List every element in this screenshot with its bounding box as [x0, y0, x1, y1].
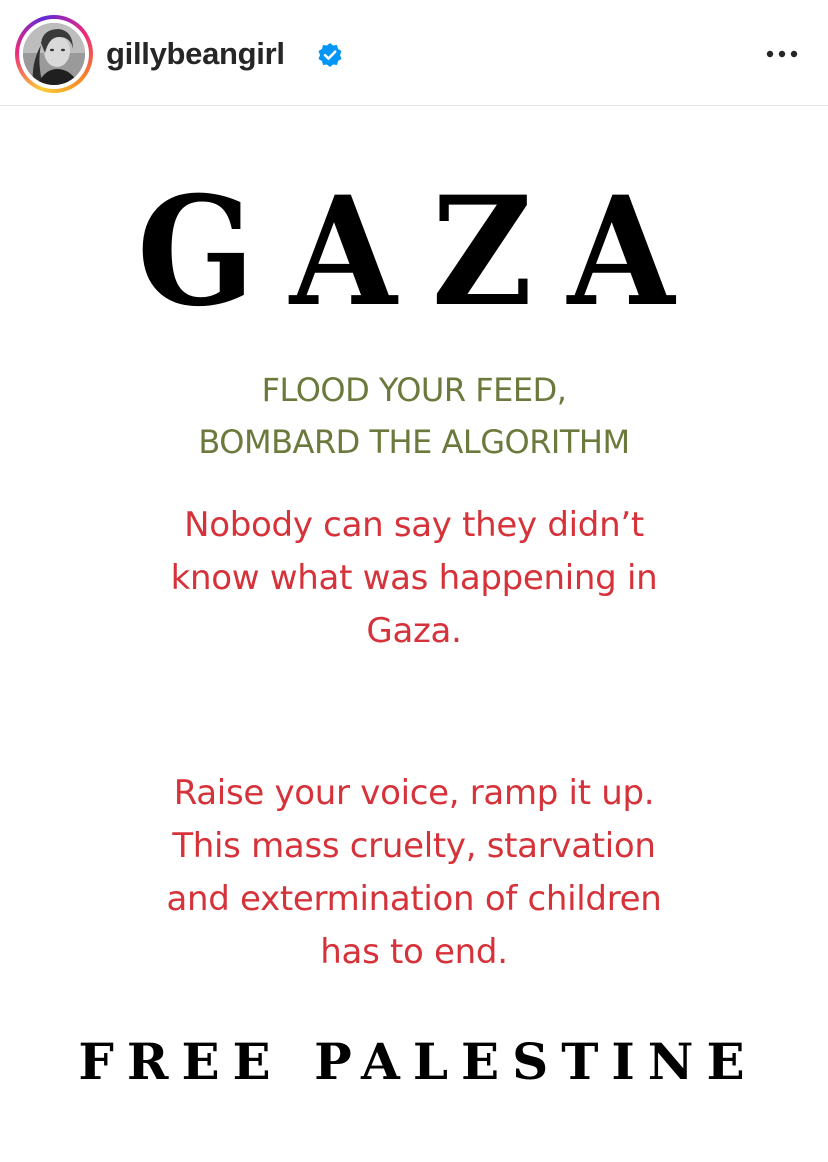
- avatar[interactable]: [23, 23, 85, 85]
- tagline-line-2: BOMBARD THE ALGORITHM: [198, 423, 630, 461]
- post-header: [0, 0, 828, 106]
- story-ring[interactable]: [15, 15, 93, 93]
- message-line: Nobody can say they didn’t: [184, 505, 644, 545]
- message-line: has to end.: [320, 932, 508, 972]
- username-link[interactable]: gillybeangirl: [106, 36, 285, 71]
- message-line: and extermination of children: [166, 879, 662, 919]
- more-options-icon[interactable]: [760, 36, 804, 72]
- verified-badge-icon: [317, 42, 343, 68]
- headline: GAZA: [136, 164, 710, 340]
- message-line: Raise your voice, ramp it up.: [173, 773, 655, 813]
- message-line: know what was happening in: [170, 558, 658, 598]
- post-image[interactable]: [0, 107, 828, 1162]
- tagline-line-1: FLOOD YOUR FEED,: [261, 371, 567, 409]
- message-line: This mass cruelty, starvation: [172, 826, 656, 866]
- avatar-photo-icon: [23, 23, 85, 85]
- message-line: Gaza.: [366, 611, 462, 651]
- footer-slogan: FREE PALESTINE: [78, 1032, 758, 1091]
